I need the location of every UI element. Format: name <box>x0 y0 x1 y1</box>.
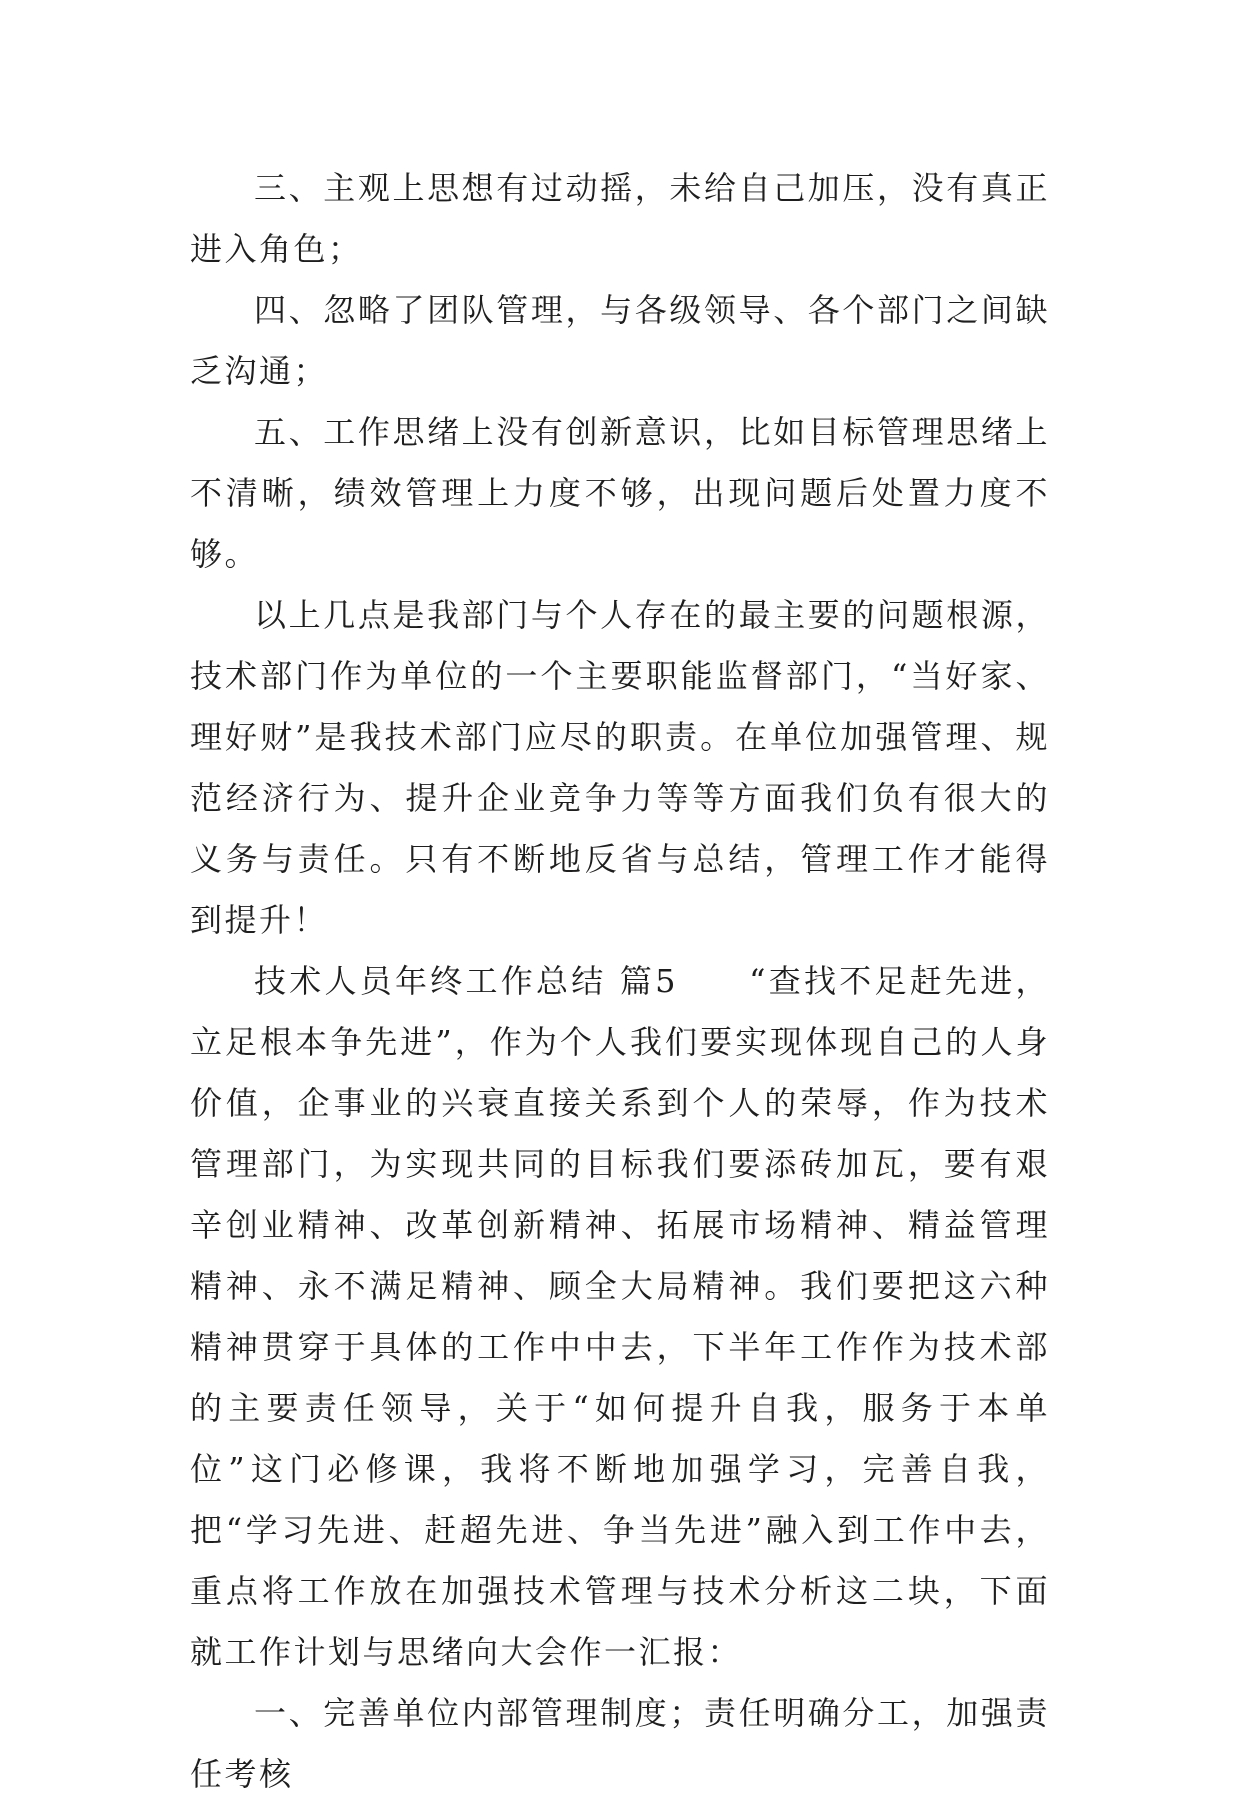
paragraph-item-5: 五、工作思绪上没有创新意识，比如目标管理思绪上不清晰，绩效管理上力度不够，出现问题后处置力度不够。 <box>190 413 1050 573</box>
document-body <box>190 158 1050 1805</box>
paragraph-item-4: 四、忽略了团队管理，与各级领导、各个部门之间缺乏沟通； <box>190 291 1050 390</box>
paragraph-item-1: 一、完善单位内部管理制度；责任明确分工，加强责任考核 <box>190 1694 1050 1793</box>
paragraph-item-3: 三、主观上思想有过动摇，未给自己加压，没有真正进入角色； <box>190 169 1050 268</box>
paragraph-section-5: 技术人员年终工作总结 篇5 “查找不足赶先进，立足根本争先进”，作为个人我们要实现体现自己的人身价值，企事业的兴衰直接关系到个人的荣辱，作为技术管理部门，为实现共同的目标我们要添砖加瓦，要有艰辛创业精神、改革创新精神、拓展市场精神、精益管理精神、永不满足精神、顾全大局精神。我们要把这六种精神贯穿于具体的工作中中去，下半年工作作为技术部的主要责任领导，关于“如何提升自我，服务于本单位”这门必修课，我将不断地加强学习，完善自我，把“学习先进、赶超先进、争当先进”融入到工作中去，重点将工作放在加强技术管理与技术分析这二块，下面就工作计划与思绪向大会作一汇报： <box>190 962 1050 1671</box>
paragraph-summary: 以上几点是我部门与个人存在的最主要的问题根源，技术部门作为单位的一个主要职能监督部门，“当好家、理好财”是我技术部门应尽的职责。在单位加强管理、规范经济行为、提升企业竞争力等等方面我们负有很大的义务与责任。只有不断地反省与总结，管理工作才能得到提升！ <box>190 596 1050 939</box>
